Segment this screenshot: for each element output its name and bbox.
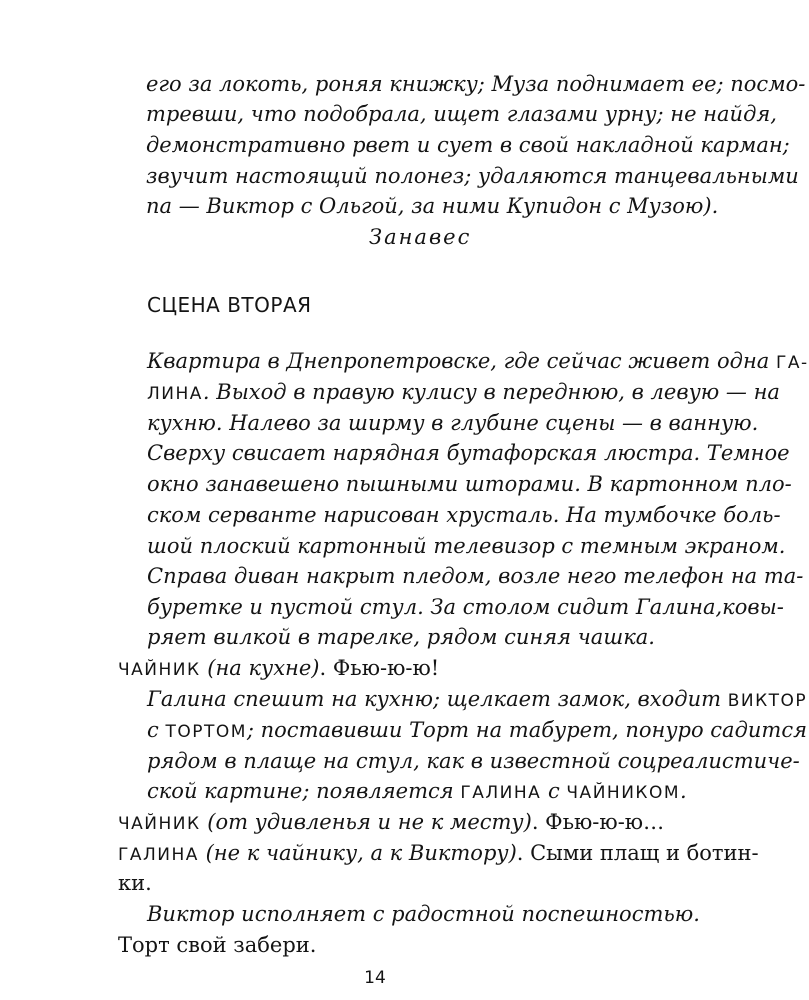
- scene-heading: СЦЕНА ВТОРАЯ: [147, 293, 312, 317]
- text-line: звучит настоящий полонез; удаляются танцевальными: [146, 164, 799, 188]
- text-line: ЛИНА. Выход в правую кулису в переднюю, в левую — на: [147, 380, 780, 404]
- dialogue-line: ЧАЙНИК (от удивленья и не к месту). Фью-ю-ю…: [118, 810, 665, 834]
- text-line: Квартира в Днепропетровске, где сейчас живет одна ГА-: [147, 349, 809, 373]
- text-line: кухню. Налево за ширму в глубине сцены — в ванную.: [147, 411, 759, 435]
- text-line: ском серванте нарисован хрусталь. На тумбочке боль-: [147, 503, 781, 527]
- text-line: демонстративно рвет и сует в свой накладной карман;: [146, 133, 790, 157]
- text-line: тревши, что подобрала, ищет глазами урну; не найдя,: [146, 102, 777, 126]
- speaker-name: ГАЛИНА: [118, 845, 199, 865]
- text-line: Виктор исполняет с радостной поспешностью.: [147, 902, 700, 926]
- dialogue-line: ки.: [118, 871, 152, 895]
- text-line: ской картине; появляется ГАЛИНА с ЧАЙНИКОМ.: [147, 779, 687, 803]
- dialogue-line: ЧАЙНИК (на кухне). Фью-ю-ю!: [118, 656, 440, 680]
- speaker-name: ЧАЙНИК: [118, 660, 201, 680]
- text-line: па — Виктор с Ольгой, за ними Купидон с Музою).: [146, 194, 719, 218]
- text-line: буретке и пустой стул. За столом сидит Галина,ковы-: [147, 595, 784, 619]
- text-line: окно занавешено пышными шторами. В картонном пло-: [147, 472, 792, 496]
- text-line: Сверху свисает нарядная бутафорская люстра. Темное: [147, 441, 790, 465]
- text-line: Галина спешит на кухню; щелкает замок, входит ВИКТОР: [147, 687, 808, 711]
- text-line: ряет вилкой в тарелке, рядом синяя чашка.: [147, 625, 655, 649]
- text-line: с ТОРТОМ; поставивши Торт на табурет, понуро садится: [147, 718, 807, 742]
- speaker-name: ЧАЙНИК: [118, 814, 201, 834]
- dialogue-line: ГАЛИНА (не к чайнику, а к Виктору). Сыми плащ и ботин-: [118, 841, 759, 865]
- text-line: шой плоский картонный телевизор с темным экраном.: [147, 534, 786, 558]
- page-number: 14: [364, 968, 386, 988]
- dialogue-line: Торт свой забери.: [118, 933, 317, 957]
- curtain-label: Занавес: [369, 225, 472, 249]
- text-line: его за локоть, роняя книжку; Муза поднимает ее; посмо-: [146, 72, 806, 96]
- text-line: Справа диван накрыт пледом, возле него телефон на та-: [147, 564, 804, 588]
- text-line: рядом в плаще на стул, как в известной соцреалистиче-: [147, 749, 800, 773]
